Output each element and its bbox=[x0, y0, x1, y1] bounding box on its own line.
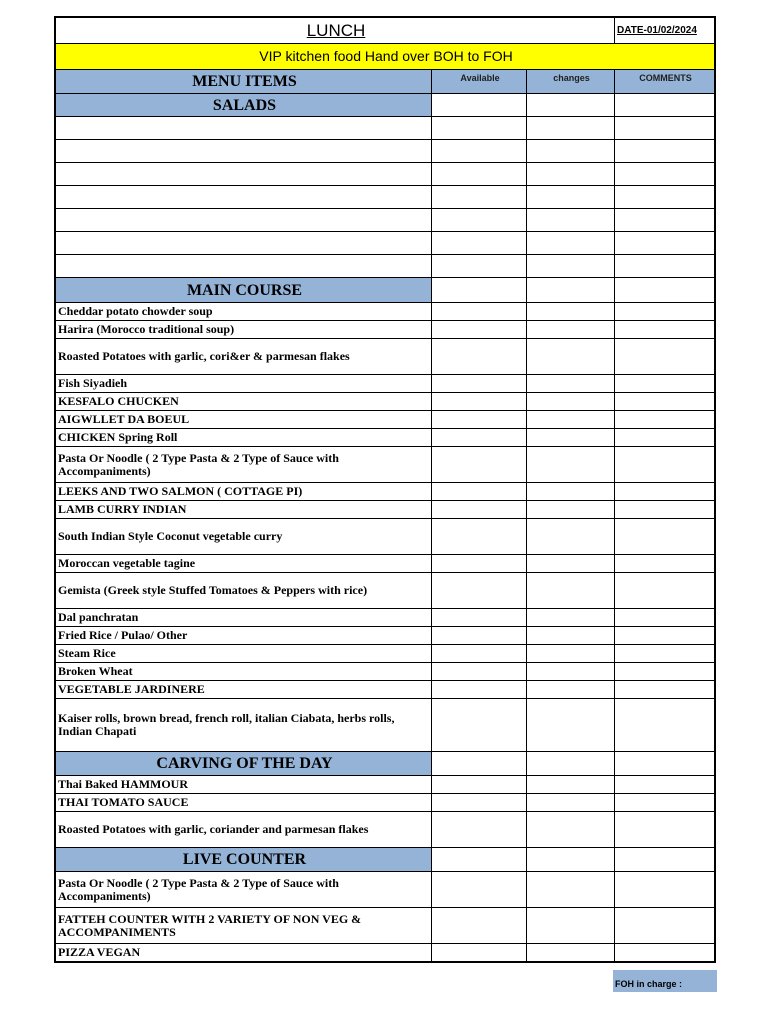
changes-cell[interactable] bbox=[527, 681, 615, 699]
changes-cell[interactable] bbox=[527, 186, 615, 209]
comments-cell[interactable] bbox=[615, 140, 715, 163]
comments-cell[interactable] bbox=[615, 321, 715, 339]
menu-item-name: Kaiser rolls, brown bread, french roll, italian Ciabata, herbs rolls, Indian Chapati bbox=[56, 699, 432, 752]
table-row bbox=[56, 411, 715, 429]
available-cell[interactable] bbox=[432, 609, 527, 627]
available-cell[interactable] bbox=[432, 555, 527, 573]
table-row bbox=[56, 573, 715, 609]
section-blank-cell bbox=[432, 94, 527, 117]
section-blank-cell bbox=[615, 94, 715, 117]
comments-cell[interactable] bbox=[615, 555, 715, 573]
table-row bbox=[56, 303, 715, 321]
available-cell[interactable] bbox=[432, 232, 527, 255]
available-cell[interactable] bbox=[432, 501, 527, 519]
menu-item-name: LEEKS AND TWO SALMON ( COTTAGE PI) bbox=[56, 483, 432, 501]
section-blank-cell bbox=[527, 94, 615, 117]
comments-cell[interactable] bbox=[615, 519, 715, 555]
available-cell[interactable] bbox=[432, 944, 527, 962]
section-title-salads: SALADS bbox=[56, 94, 432, 117]
column-header-changes: changes bbox=[527, 70, 615, 94]
menu-item-name: THAI TOMATO SAUCE bbox=[56, 794, 432, 812]
section-blank-cell bbox=[615, 752, 715, 776]
section-title-carving: CARVING OF THE DAY bbox=[56, 752, 432, 776]
table-row bbox=[56, 908, 715, 944]
comments-cell[interactable] bbox=[615, 411, 715, 429]
menu-item-name bbox=[56, 140, 432, 163]
table-row bbox=[56, 627, 715, 645]
menu-item-name: Gemista (Greek style Stuffed Tomatoes & Peppers with rice) bbox=[56, 573, 432, 609]
table-row bbox=[56, 232, 715, 255]
comments-cell[interactable] bbox=[615, 429, 715, 447]
page-title: LUNCH bbox=[56, 18, 615, 44]
menu-item-name: Moroccan vegetable tagine bbox=[56, 555, 432, 573]
table-row bbox=[56, 645, 715, 663]
comments-cell[interactable] bbox=[615, 375, 715, 393]
comments-cell[interactable] bbox=[615, 908, 715, 944]
changes-cell[interactable] bbox=[527, 339, 615, 375]
table-row bbox=[56, 429, 715, 447]
handover-banner: VIP kitchen food Hand over BOH to FOH bbox=[56, 44, 715, 70]
changes-cell[interactable] bbox=[527, 429, 615, 447]
available-cell[interactable] bbox=[432, 794, 527, 812]
available-cell[interactable] bbox=[432, 699, 527, 752]
comments-cell[interactable] bbox=[615, 794, 715, 812]
foh-in-charge-label: FOH in charge : bbox=[613, 970, 717, 992]
available-cell[interactable] bbox=[432, 776, 527, 794]
changes-cell[interactable] bbox=[527, 872, 615, 908]
menu-item-name: Pasta Or Noodle ( 2 Type Pasta & 2 Type of Sauce with Accompaniments) bbox=[56, 447, 432, 483]
available-cell[interactable] bbox=[432, 321, 527, 339]
comments-cell[interactable] bbox=[615, 303, 715, 321]
available-cell[interactable] bbox=[432, 411, 527, 429]
changes-cell[interactable] bbox=[527, 663, 615, 681]
comments-cell[interactable] bbox=[615, 645, 715, 663]
menu-item-name: Roasted Potatoes with garlic, cori&er & parmesan flakes bbox=[56, 339, 432, 375]
menu-item-name bbox=[56, 163, 432, 186]
table-row bbox=[56, 699, 715, 752]
menu-item-name: PIZZA VEGAN bbox=[56, 944, 432, 962]
table-row bbox=[56, 209, 715, 232]
available-cell[interactable] bbox=[432, 573, 527, 609]
table-row bbox=[56, 255, 715, 278]
section-blank-cell bbox=[432, 278, 527, 303]
available-cell[interactable] bbox=[432, 429, 527, 447]
available-cell[interactable] bbox=[432, 339, 527, 375]
available-cell[interactable] bbox=[432, 908, 527, 944]
changes-cell[interactable] bbox=[527, 255, 615, 278]
available-cell[interactable] bbox=[432, 303, 527, 321]
changes-cell[interactable] bbox=[527, 117, 615, 140]
table-row bbox=[56, 944, 715, 962]
table-row bbox=[56, 393, 715, 411]
changes-cell[interactable] bbox=[527, 794, 615, 812]
changes-cell[interactable] bbox=[527, 944, 615, 962]
comments-cell[interactable] bbox=[615, 232, 715, 255]
table-row bbox=[56, 186, 715, 209]
changes-cell[interactable] bbox=[527, 483, 615, 501]
changes-cell[interactable] bbox=[527, 303, 615, 321]
available-cell[interactable] bbox=[432, 140, 527, 163]
changes-cell[interactable] bbox=[527, 140, 615, 163]
menu-item-name bbox=[56, 186, 432, 209]
table-row bbox=[56, 447, 715, 483]
menu-item-name: FATTEH COUNTER WITH 2 VARIETY OF NON VEG & ACCOMPANIMENTS bbox=[56, 908, 432, 944]
available-cell[interactable] bbox=[432, 186, 527, 209]
table-row bbox=[56, 117, 715, 140]
menu-item-name: Fried Rice / Pulao/ Other bbox=[56, 627, 432, 645]
available-cell[interactable] bbox=[432, 375, 527, 393]
comments-cell[interactable] bbox=[615, 663, 715, 681]
column-header-menu-items: MENU ITEMS bbox=[56, 70, 432, 94]
table-row bbox=[56, 663, 715, 681]
section-blank-cell bbox=[615, 848, 715, 872]
changes-cell[interactable] bbox=[527, 393, 615, 411]
changes-cell[interactable] bbox=[527, 627, 615, 645]
column-header-comments: COMMENTS bbox=[615, 70, 715, 94]
available-cell[interactable] bbox=[432, 627, 527, 645]
comments-cell[interactable] bbox=[615, 501, 715, 519]
changes-cell[interactable] bbox=[527, 209, 615, 232]
changes-cell[interactable] bbox=[527, 812, 615, 848]
table-row bbox=[56, 519, 715, 555]
comments-cell[interactable] bbox=[615, 627, 715, 645]
table-row bbox=[56, 872, 715, 908]
available-cell[interactable] bbox=[432, 519, 527, 555]
table-row bbox=[56, 812, 715, 848]
comments-cell[interactable] bbox=[615, 186, 715, 209]
available-cell[interactable] bbox=[432, 812, 527, 848]
menu-table bbox=[55, 17, 715, 962]
comments-cell[interactable] bbox=[615, 681, 715, 699]
section-blank-cell bbox=[527, 752, 615, 776]
changes-cell[interactable] bbox=[527, 519, 615, 555]
comments-cell[interactable] bbox=[615, 447, 715, 483]
table-row bbox=[56, 140, 715, 163]
table-row bbox=[56, 375, 715, 393]
section-blank-cell bbox=[432, 752, 527, 776]
table-row bbox=[56, 483, 715, 501]
date-label: DATE-01/02/2024 bbox=[615, 18, 715, 44]
table-row bbox=[56, 776, 715, 794]
table-row bbox=[56, 555, 715, 573]
available-cell[interactable] bbox=[432, 663, 527, 681]
available-cell[interactable] bbox=[432, 117, 527, 140]
section-title-live-counter: LIVE COUNTER bbox=[56, 848, 432, 872]
menu-item-name: CHICKEN Spring Roll bbox=[56, 429, 432, 447]
changes-cell[interactable] bbox=[527, 573, 615, 609]
available-cell[interactable] bbox=[432, 163, 527, 186]
changes-cell[interactable] bbox=[527, 375, 615, 393]
changes-cell[interactable] bbox=[527, 501, 615, 519]
section-blank-cell bbox=[527, 278, 615, 303]
available-cell[interactable] bbox=[432, 255, 527, 278]
section-blank-cell bbox=[432, 848, 527, 872]
handover-sheet bbox=[54, 16, 716, 963]
menu-item-name bbox=[56, 255, 432, 278]
table-row bbox=[56, 794, 715, 812]
menu-item-name: Dal panchratan bbox=[56, 609, 432, 627]
available-cell[interactable] bbox=[432, 393, 527, 411]
changes-cell[interactable] bbox=[527, 609, 615, 627]
menu-item-name: AIGWLLET DA BOEUL bbox=[56, 411, 432, 429]
available-cell[interactable] bbox=[432, 645, 527, 663]
table-row bbox=[56, 609, 715, 627]
section-blank-cell bbox=[527, 848, 615, 872]
available-cell[interactable] bbox=[432, 447, 527, 483]
available-cell[interactable] bbox=[432, 483, 527, 501]
available-cell[interactable] bbox=[432, 681, 527, 699]
menu-item-name: Pasta Or Noodle ( 2 Type Pasta & 2 Type of Sauce with Accompaniments) bbox=[56, 872, 432, 908]
comments-cell[interactable] bbox=[615, 255, 715, 278]
menu-item-name bbox=[56, 232, 432, 255]
table-row bbox=[56, 321, 715, 339]
changes-cell[interactable] bbox=[527, 232, 615, 255]
table-row bbox=[56, 501, 715, 519]
comments-cell[interactable] bbox=[615, 776, 715, 794]
column-header-available: Available bbox=[432, 70, 527, 94]
comments-cell[interactable] bbox=[615, 163, 715, 186]
menu-item-name: VEGETABLE JARDINERE bbox=[56, 681, 432, 699]
menu-item-name: LAMB CURRY INDIAN bbox=[56, 501, 432, 519]
menu-item-name: Roasted Potatoes with garlic, coriander and parmesan flakes bbox=[56, 812, 432, 848]
table-row bbox=[56, 339, 715, 375]
menu-item-name: Broken Wheat bbox=[56, 663, 432, 681]
menu-item-name: KESFALO CHUCKEN bbox=[56, 393, 432, 411]
changes-cell[interactable] bbox=[527, 776, 615, 794]
menu-item-name: South Indian Style Coconut vegetable curry bbox=[56, 519, 432, 555]
comments-cell[interactable] bbox=[615, 393, 715, 411]
menu-item-name bbox=[56, 209, 432, 232]
comments-cell[interactable] bbox=[615, 117, 715, 140]
comments-cell[interactable] bbox=[615, 609, 715, 627]
changes-cell[interactable] bbox=[527, 908, 615, 944]
comments-cell[interactable] bbox=[615, 209, 715, 232]
changes-cell[interactable] bbox=[527, 447, 615, 483]
comments-cell[interactable] bbox=[615, 339, 715, 375]
section-title-main-course: MAIN COURSE bbox=[56, 278, 432, 303]
comments-cell[interactable] bbox=[615, 872, 715, 908]
menu-item-name bbox=[56, 117, 432, 140]
changes-cell[interactable] bbox=[527, 555, 615, 573]
comments-cell[interactable] bbox=[615, 483, 715, 501]
table-row bbox=[56, 681, 715, 699]
section-blank-cell bbox=[615, 278, 715, 303]
comments-cell[interactable] bbox=[615, 944, 715, 962]
menu-item-name: Thai Baked HAMMOUR bbox=[56, 776, 432, 794]
menu-item-name: Cheddar potato chowder soup bbox=[56, 303, 432, 321]
comments-cell[interactable] bbox=[615, 573, 715, 609]
menu-item-name: Steam Rice bbox=[56, 645, 432, 663]
menu-item-name: Harira (Morocco traditional soup) bbox=[56, 321, 432, 339]
changes-cell[interactable] bbox=[527, 163, 615, 186]
menu-item-name: Fish Siyadieh bbox=[56, 375, 432, 393]
comments-cell[interactable] bbox=[615, 812, 715, 848]
available-cell[interactable] bbox=[432, 209, 527, 232]
table-row bbox=[56, 163, 715, 186]
changes-cell[interactable] bbox=[527, 321, 615, 339]
available-cell[interactable] bbox=[432, 872, 527, 908]
comments-cell[interactable] bbox=[615, 699, 715, 752]
changes-cell[interactable] bbox=[527, 645, 615, 663]
changes-cell[interactable] bbox=[527, 411, 615, 429]
changes-cell[interactable] bbox=[527, 699, 615, 752]
